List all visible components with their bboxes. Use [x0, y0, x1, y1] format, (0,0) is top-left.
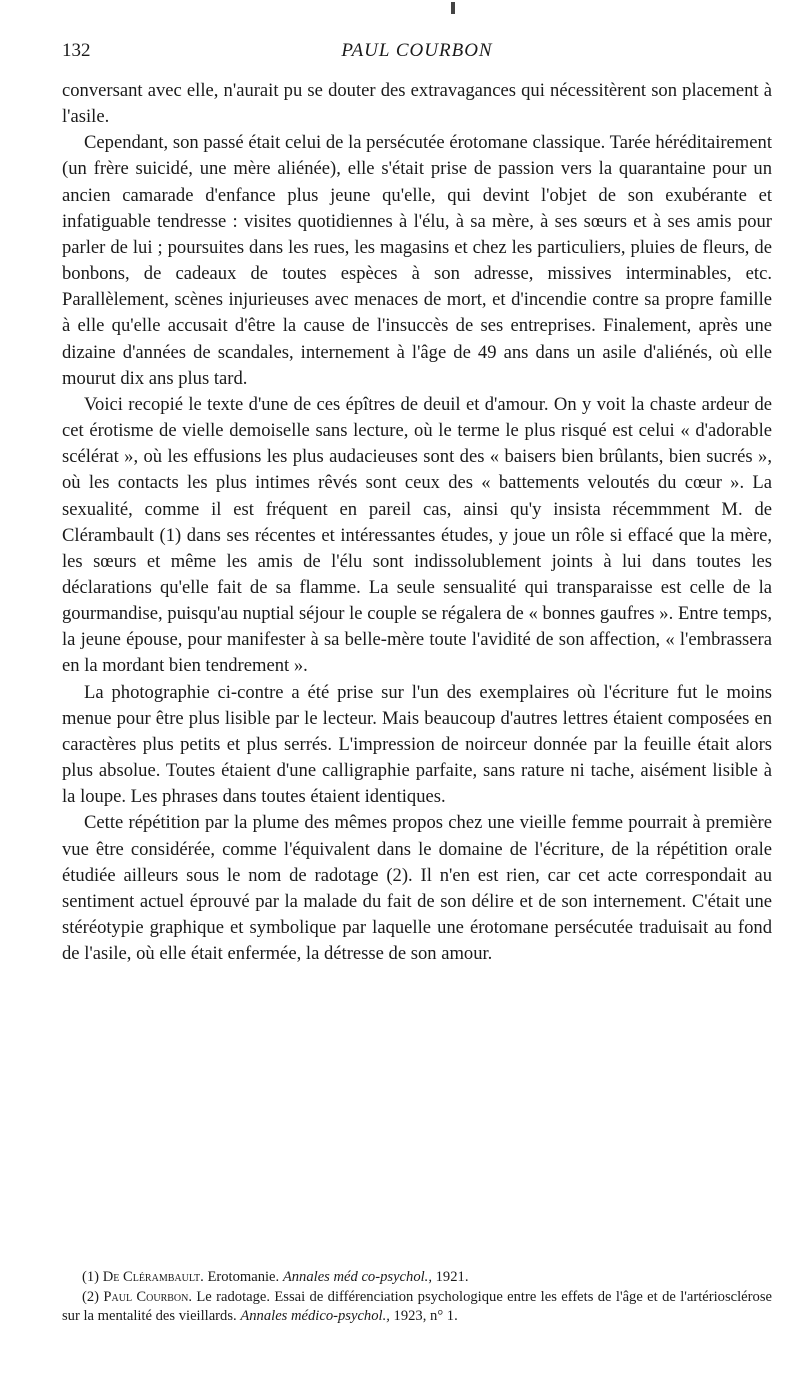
- paragraph-5: Cette répétition par la plume des mêmes propos chez une vieille femme pourrait à première vue être considérée, comme l'équivalent dans le domaine de l'écriture, de la répétition orale étudiée ailleurs sous le nom de radotage (2). Il n'en est rien, car cet acte correspondait au sentiment actuel éprouvé par la malade du fait de son délire et de son internement. C'était une stéréotypie graphique et symbolique par laquelle une érotomane persécutée traduisait au fond de l'asile, où elle était enfermée, la détresse de son amour.: [62, 812, 772, 965]
- footnote-2-title: Le radotage. Essai de différenciation psychologique entre les effets de l'âge et de l'artériosclérose sur la mentalité des vieillards.: [62, 1288, 772, 1324]
- footnote-2-author: Paul Courbon.: [103, 1288, 193, 1305]
- paragraph-1: conversant avec elle, n'aurait pu se douter des extravagances qui nécessitèrent son placement à l'asile.: [62, 80, 772, 128]
- body-text: [62, 78, 772, 967]
- footnote-1-journal: Annales méd co-psychol.,: [282, 1269, 432, 1285]
- footnote-2-number: (2): [82, 1288, 100, 1305]
- footnote-1-number: (1): [82, 1269, 100, 1285]
- footnote-2-details: 1923, n° 1.: [393, 1308, 458, 1324]
- footnote-2-journal: Annales médico-psychol.,: [240, 1308, 390, 1324]
- footnotes: [62, 1268, 772, 1327]
- top-margin-mark: [451, 2, 455, 14]
- paragraph-2: Cependant, son passé était celui de la persécutée érotomane classique. Tarée héréditairement (un frère suicidé, une mère aliénée), elle s'était prise de passion vers la quarantaine pour un ancien camarade d'enfance plus jeune qu'elle, qui devint l'objet de son exubérante et infatiguable tendresse : visites quotidiennes à l'élu, à sa mère, à ses sœurs et à ses amis pour parler de lui ; poursuites dans les rues, les magasins et chez les particuliers, pluies de fleurs, de bonbons, de cadeaux de toutes espèces à son adresse, missives interminables, etc. Parallèlement, scènes injurieuses avec menaces de mort, et d'incendie contre sa propre famille à elle qu'elle accusait d'être la cause de l'insuccès de ses entreprises. Finalement, après une dizaine d'années de scandales, internement à l'âge de 49 ans dans un asile d'aliénés, où elle mourut dix ans plus tard.: [62, 132, 772, 389]
- paragraph-4: La photographie ci-contre a été prise sur l'un des exemplaires où l'écriture fut le moins menue pour être plus lisible par le lecteur. Mais beaucoup d'autres lettres étaient composées en caractères plus petits et plus serrés. L'impression de noirceur donnée par la feuille était alors plus absolue. Toutes étaient d'une calligraphie parfaite, sans rature ni tache, aisément lisible à la loupe. Les phrases dans toutes étaient identiques.: [62, 681, 772, 808]
- footnote-1-title: Erotomanie.: [207, 1269, 280, 1285]
- running-header: [62, 40, 772, 66]
- paragraph-3: Voici recopié le texte d'une de ces épîtres de deuil et d'amour. On y voit la chaste ardeur de cet érotisme de vielle demoiselle sans lecture, où le terme le plus risqué est celui « d'adorable scélérat », où les effusions les plus audacieuses sont des « baisers bien brûlants, bien sucrés », où les contacts les plus intimes rêvés sont ceux des « battements veloutés du cœur ». La sexualité, comme il est fréquent en pareil cas, ainsi qu'y insista récemmment M. de Clérambault (1) dans ses récentes et intéressantes études, y joue un rôle si effacé que la mère, les sœurs et même les amis de l'élu sont indissolublement joints à lui dans toutes les déclarations qu'elle fait de sa flamme. La seule sensualité qui transparaisse est celle de la gourmandise, puisqu'au nuptial séjour le couple se régalera de « bonnes gaufres ». Entre temps, la jeune épouse, pour manifester à sa belle-mère toute l'avidité de son affection, « l'embrassera en la mordant bien tendrement ».: [62, 393, 772, 677]
- footnote-2: [62, 1288, 772, 1327]
- book-page: [62, 0, 772, 1376]
- footnote-1-details: 1921.: [435, 1269, 469, 1285]
- page-number: 132: [62, 40, 91, 61]
- running-title: PAUL COURBON: [341, 40, 493, 61]
- footnote-1-author: De Clérambault.: [102, 1269, 204, 1285]
- footnote-1: [62, 1268, 772, 1288]
